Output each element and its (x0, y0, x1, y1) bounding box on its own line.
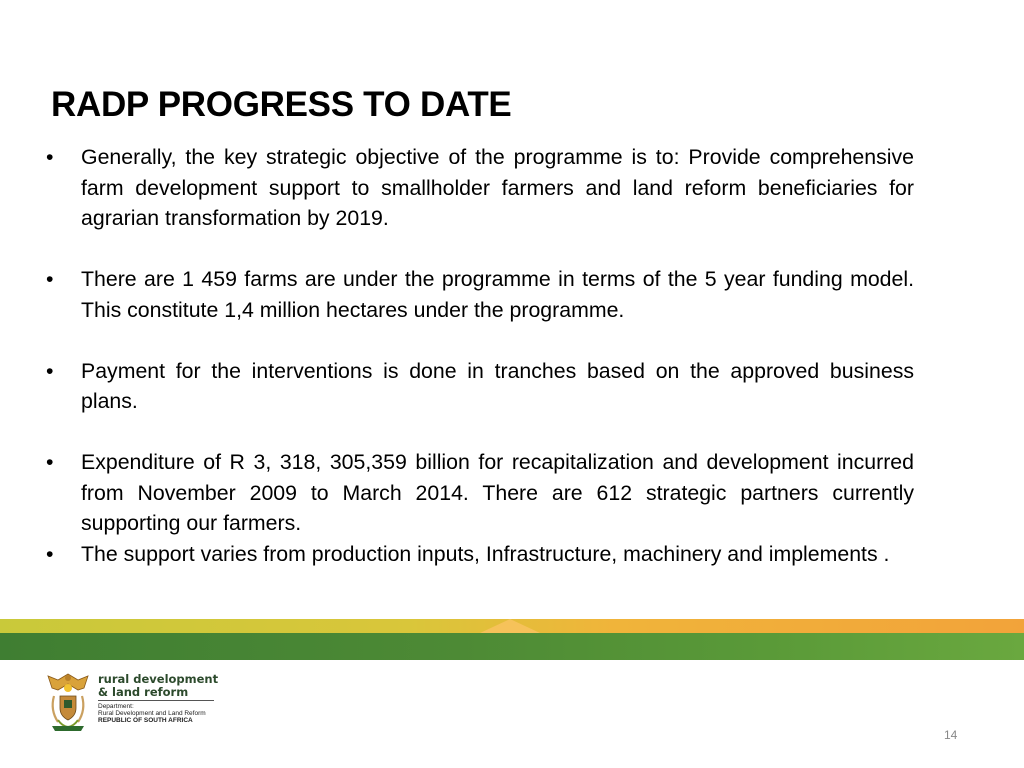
bullet-text: Expenditure of R 3, 318, 305,359 billion for recapitalization and development incurred from November 2009 to March 2014. There are 612 strategic partners currently supporting our farmers. (81, 450, 914, 535)
logo-divider (98, 700, 214, 701)
south-africa-coat-of-arms-icon (44, 670, 92, 732)
footer-band-highlight (480, 619, 540, 633)
bullet-text: There are 1 459 farms are under the programme in terms of the 5 year funding model. This constitute 1,4 million hectares under the programme. (81, 267, 914, 322)
logo-department-label: Department: (98, 703, 134, 710)
bullet-item (46, 264, 914, 325)
bullet-item (46, 447, 914, 539)
bullet-list (46, 142, 914, 569)
bullet-text: Generally, the key strategic objective of the programme is to: Provide comprehensive farm development support to smallholder farmers and land reform beneficiaries for agrarian transformation by 2019. (81, 145, 914, 230)
slide-title: RADP PROGRESS TO DATE (51, 85, 512, 124)
bullet-marker: • (46, 358, 54, 383)
bullet-marker: • (46, 145, 54, 169)
page-number: 14 (944, 728, 958, 742)
bullet-item (46, 142, 914, 234)
bullet-text: Payment for the interventions is done in tranches based on the approved business plans. (81, 358, 914, 413)
logo-country: REPUBLIC OF SOUTH AFRICA (98, 717, 193, 724)
bullet-marker: • (46, 450, 54, 474)
bullet-item (46, 356, 914, 417)
logo-text-line1: rural development (98, 672, 219, 686)
bullet-marker: • (46, 541, 54, 566)
logo-department-name: Rural Development and Land Reform (98, 710, 206, 717)
department-logo (44, 668, 224, 732)
bullet-text: The support varies from production inputs, Infrastructure, machinery and implements . (81, 541, 890, 566)
logo-text-line2: & land reform (98, 685, 189, 699)
bullet-marker: • (46, 267, 54, 291)
footer-band-green (0, 633, 1024, 660)
bullet-item (46, 539, 914, 570)
